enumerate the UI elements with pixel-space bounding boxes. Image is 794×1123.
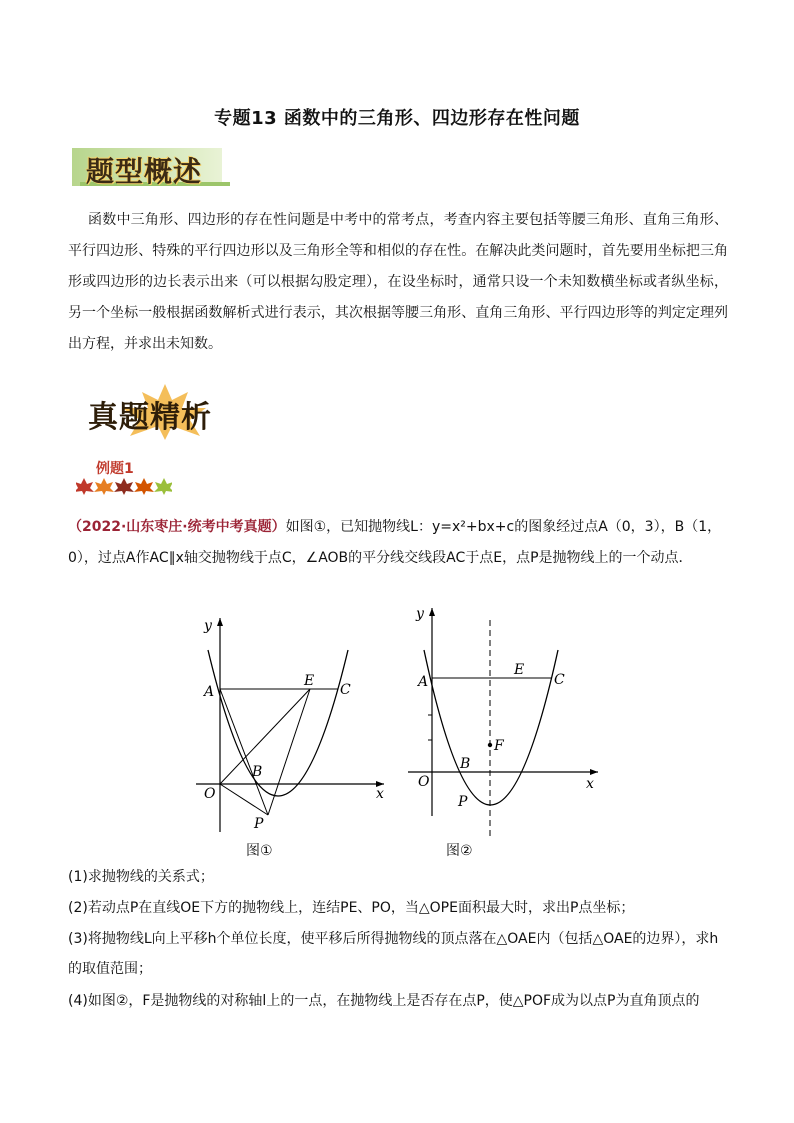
page-title: 专题13 函数中的三角形、四边形存在性问题 bbox=[214, 108, 580, 129]
fig2-label-B: B bbox=[460, 756, 471, 772]
question-4: (4)如图②，F是抛物线的对称轴l上的一点，在抛物线上是否存在点P，使△POF成为以点P为直角顶点的 bbox=[68, 993, 700, 1009]
fig2-label-y: y bbox=[416, 606, 424, 622]
fig2-label-x: x bbox=[586, 776, 594, 792]
fig1-label-B: B bbox=[252, 764, 263, 780]
problem-statement bbox=[68, 512, 728, 574]
section-banner-analysis bbox=[80, 382, 240, 442]
fig2-label-C: C bbox=[554, 672, 565, 688]
fig2-label-A: A bbox=[418, 674, 429, 690]
problem-text: 如图①，已知抛物线L：y=x²+bx+c的图象经过点A（0，3），B（1，0），过点A作AC∥x轴交抛物线于点C，∠AOB的平分线交线段AC于点E，点P是抛物线上的一个动点． bbox=[68, 519, 722, 566]
question-1: (1)求抛物线的关系式； bbox=[68, 869, 214, 885]
overview-paragraph: 函数中三角形、四边形的存在性问题是中考中的常考点，考查内容主要包括等腰三角形、直角三角形、平行四边形、特殊的平行四边形以及三角形全等和相似的存在性。在解决此类问题时，首先要用坐标把三角形或四边形的边长表示出来（可以根据勾股定理），在设坐标时，通常只设一个未知数横坐标或者纵坐标，另一个坐标一般根据函数解析式进行表示，其次根据等腰三角形、直角三角形、平行四边形等的判定定理列出方程，并求出未知数。 bbox=[68, 212, 728, 352]
problem-source: （2022·山东枣庄·统考中考真题） bbox=[68, 519, 286, 535]
fig1-label-P: P bbox=[254, 816, 264, 832]
fig1-label-E: E bbox=[304, 673, 315, 689]
fig1-label-x: x bbox=[376, 786, 384, 802]
fig1-label-A: A bbox=[204, 684, 215, 700]
leaves-decoration-icon bbox=[76, 476, 172, 496]
figure-2-caption: 图② bbox=[446, 843, 473, 859]
fig2-label-F: F bbox=[494, 738, 504, 754]
fig1-label-O: O bbox=[204, 786, 216, 802]
banner-title: 真题精析 bbox=[88, 400, 212, 435]
figure-2 bbox=[402, 600, 608, 836]
question-2: (2)若动点P在直线OE下方的抛物线上，连结PE、PO，当△OPE面积最大时，求出P点坐标； bbox=[68, 900, 635, 916]
figure-1 bbox=[188, 612, 394, 836]
figure-1-caption: 图① bbox=[246, 843, 273, 859]
example-label: 例题1 bbox=[96, 461, 134, 477]
section-banner-overview bbox=[72, 148, 228, 190]
fig2-label-O: O bbox=[418, 774, 430, 790]
fig1-label-C: C bbox=[340, 682, 351, 698]
banner-title: 题型概述 bbox=[86, 155, 203, 188]
question-3: (3)将抛物线L向上平移h个单位长度，使平移后所得抛物线的顶点落在△OAE内（包括△OAE的边界），求h的取值范围； bbox=[68, 931, 719, 977]
fig2-label-P: P bbox=[458, 794, 468, 810]
fig1-label-y: y bbox=[204, 618, 212, 634]
fig2-label-E: E bbox=[514, 662, 525, 678]
